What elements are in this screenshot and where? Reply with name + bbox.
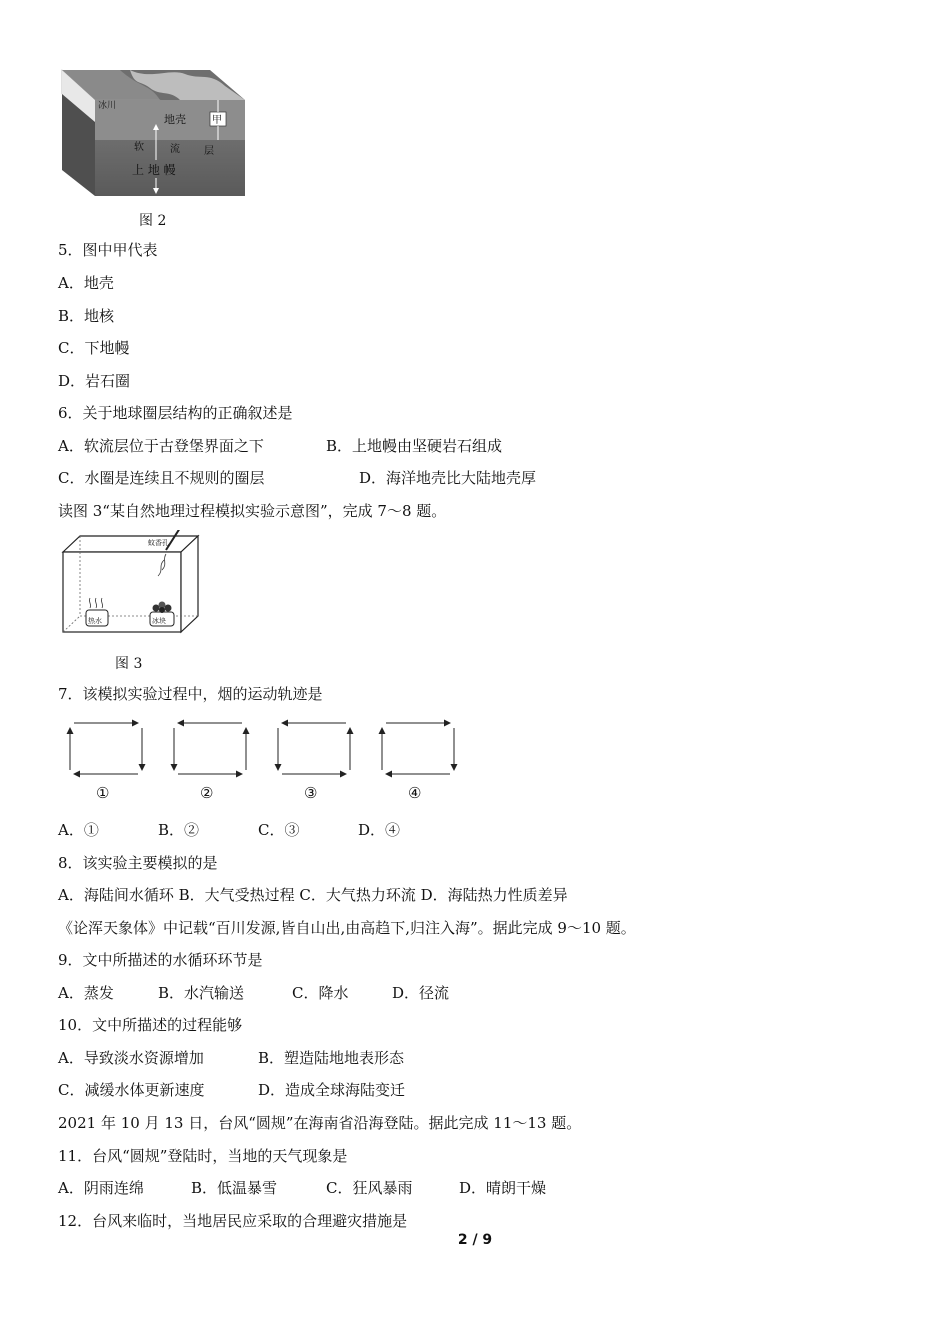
- label-hot-water: 热水: [88, 617, 102, 625]
- q8-stem: 8．该实验主要模拟的是: [58, 854, 218, 872]
- q11-stem: 11．台风“圆规”登陆时，当地的天气现象是: [58, 1147, 348, 1165]
- trajectory-2-label: ②: [200, 784, 214, 802]
- q10-option-d: D．造成全球海陆变迁: [258, 1081, 406, 1099]
- q9-option-c: C．降水: [292, 984, 349, 1002]
- q11-option-b: B．低温暴雪: [191, 1179, 278, 1197]
- q12-stem: 12．台风来临时，当地居民应采取的合理避灾措施是: [58, 1212, 408, 1230]
- label-crust: 地壳: [164, 113, 186, 126]
- q7-option-c: C．③: [258, 821, 300, 839]
- q7-option-b: B．②: [158, 821, 200, 839]
- q5-option-d: D．岩石圈: [58, 372, 131, 390]
- q10-option-a: A．导致淡水资源增加: [58, 1049, 204, 1067]
- intro-11-13: 2021 年 10 月 13 日，台风“圆规”在海南省沿海登陆。据此完成 11～13 题。: [58, 1114, 582, 1132]
- intro-fig3: 读图 3“某自然地理过程模拟实验示意图”，完成 7～8 题。: [58, 502, 447, 520]
- q11-option-a: A．阴雨连绵: [58, 1179, 144, 1197]
- label-ice: 冰川: [98, 101, 117, 111]
- trajectory-4-icon: [382, 723, 454, 774]
- q10-stem: 10．文中所描述的过程能够: [58, 1016, 243, 1034]
- label-ice-block: 冰块: [152, 617, 166, 625]
- q11-option-c: C．狂风暴雨: [326, 1179, 413, 1197]
- q7-option-a: A．①: [58, 821, 99, 839]
- label-incense: 蚊香孔: [148, 539, 169, 547]
- q9-option-d: D．径流: [392, 984, 450, 1002]
- q10-option-b: B．塑造陆地地表形态: [258, 1049, 405, 1067]
- q7-option-d: D．④: [358, 821, 401, 839]
- q6-option-b: B．上地幔由坚硬岩石组成: [326, 437, 503, 455]
- q10-option-c: C．减缓水体更新速度: [58, 1081, 205, 1099]
- label-ceng: 层: [204, 146, 214, 157]
- label-jia: 甲: [212, 115, 222, 126]
- trajectory-2-icon: [174, 723, 246, 774]
- trajectory-3-label: ③: [304, 784, 318, 802]
- trajectory-3-icon: [278, 723, 350, 774]
- q6-option-a: A．软流层位于古登堡界面之下: [58, 437, 264, 455]
- label-upper-mantle: 上 地 幔: [132, 163, 176, 177]
- q9-option-a: A．蒸发: [58, 984, 114, 1002]
- q6-stem: 6．关于地球圈层结构的正确叙述是: [58, 404, 293, 422]
- q5-option-a: A．地壳: [58, 274, 114, 292]
- trajectory-4-label: ④: [408, 784, 422, 802]
- q11-option-d: D．晴朗干燥: [459, 1179, 547, 1197]
- q6-option-c: C．水圈是连续且不规则的圈层: [58, 469, 265, 487]
- q6-option-d: D．海洋地壳比大陆地壳厚: [359, 469, 537, 487]
- label-liu: 流: [170, 144, 180, 155]
- q5-option-c: C．下地幔: [58, 339, 130, 357]
- q9-stem: 9．文中所描述的水循环环节是: [58, 951, 263, 969]
- figure-2-earth-crust-diagram: [60, 60, 250, 200]
- q8-options: A．海陆间水循环 B．大气受热过程 C．大气热力环流 D．海陆热力性质差异: [58, 886, 568, 904]
- q5-stem: 5．图中甲代表: [58, 241, 158, 259]
- q5-option-b: B．地核: [58, 307, 115, 325]
- trajectory-1-icon: [70, 723, 142, 774]
- q9-option-b: B．水汽输送: [158, 984, 245, 1002]
- page-number: 2 / 9: [457, 1232, 493, 1248]
- figure-3-experiment-diagram: [58, 530, 203, 638]
- intro-9-10: 《论浑天象体》中记载“百川发源,皆自山出,由高趋下,归注入海”。据此完成 9～10 题。: [58, 919, 636, 937]
- trajectory-1-label: ①: [96, 784, 110, 802]
- figure-2-caption: 图 2: [139, 213, 167, 229]
- q7-trajectory-diagrams: [58, 714, 468, 806]
- label-ruan: 软: [134, 142, 144, 153]
- q7-stem: 7．该模拟实验过程中，烟的运动轨迹是: [58, 685, 323, 703]
- figure-3-caption: 图 3: [115, 656, 143, 672]
